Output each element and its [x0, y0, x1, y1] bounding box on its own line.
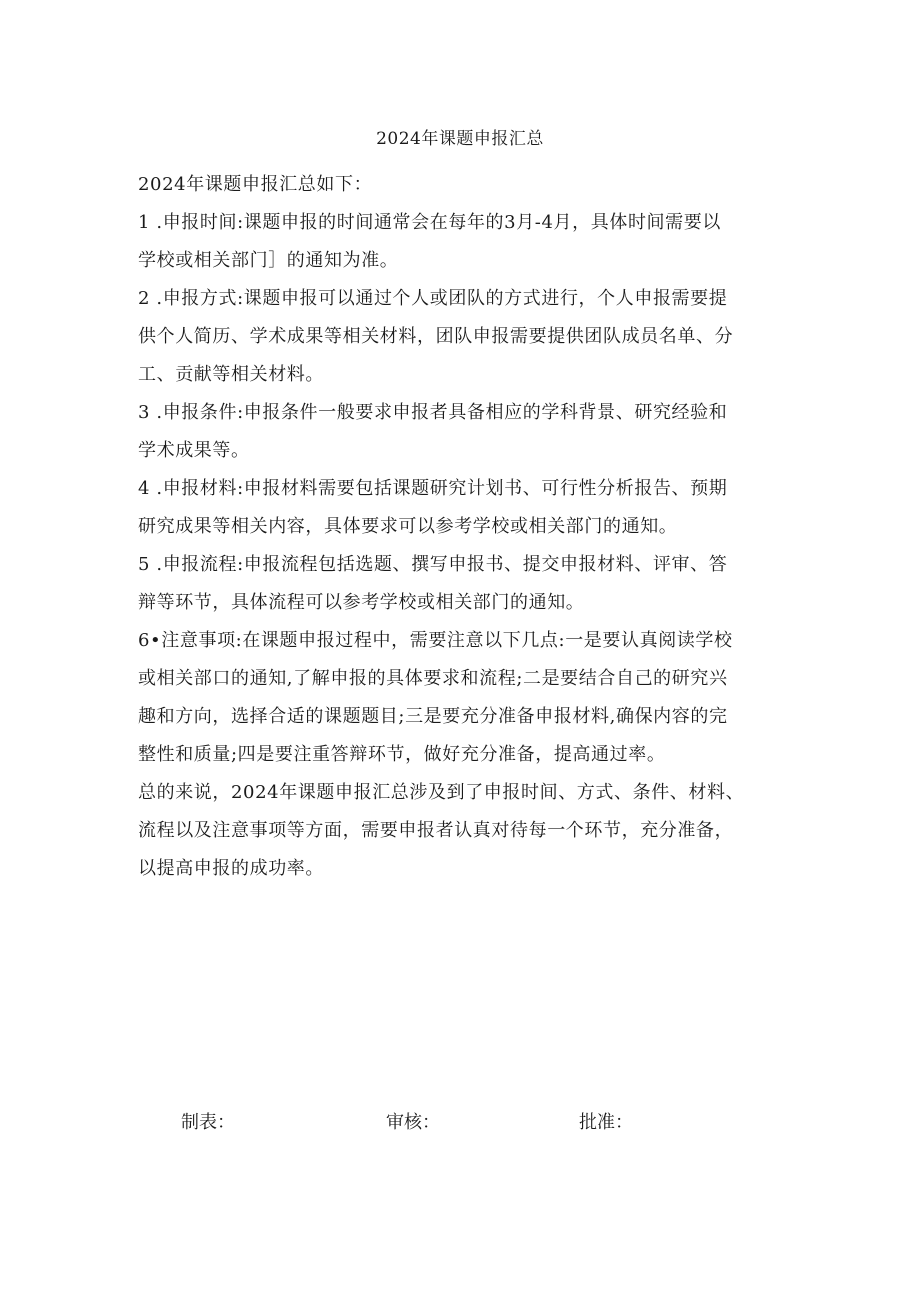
summary-line-1: 总的来说，2024年课题申报汇总涉及到了申报时间、方式、条件、材料、 [138, 782, 745, 803]
intro-line: 2024年课题申报汇总如下： [138, 174, 373, 195]
item-4-line-2: 研究成果等相关内容，具体要求可以参考学校或相关部门的通知。 [138, 516, 678, 537]
document-body [138, 166, 798, 888]
item-6-line-3: 趣和方向，选择合适的课题题目;三是要充分准备申报材料,确保内容的完 [138, 706, 728, 727]
signature-row [0, 1108, 920, 1138]
item-5-line-2: 辩等环节，具体流程可以参考学校或相关部门的通知。 [138, 592, 585, 613]
item-6-line-4: 整性和质量;四是要注重答辩环节，做好充分准备，提高通过率。 [138, 744, 666, 765]
summary-line-2: 流程以及注意事项等方面，需要申报者认真对待每一个环节，充分准备， [138, 820, 734, 841]
reviewed-by-label: 审核： [386, 1112, 440, 1133]
item-3-line-2: 学术成果等。 [138, 440, 250, 461]
item-1-line-1: 1 .申报时间:课题申报的时间通常会在每年的3月-4月，具体时间需要以 [138, 212, 721, 233]
approved-by-label: 批准： [579, 1112, 633, 1133]
summary-line-3: 以提高申报的成功率。 [138, 858, 324, 879]
item-3-line-1: 3 .申报条件:申报条件一般要求申报者具备相应的学科背景、研究经验和 [138, 402, 728, 423]
item-5-line-1: 5 .申报流程:申报流程包括选题、撰写申报书、提交申报材料、评审、答 [138, 554, 728, 575]
item-4-line-1: 4 .申报材料:申报材料需要包括课题研究计划书、可行性分析报告、预期 [138, 478, 728, 499]
document-title: 2024年课题申报汇总 [376, 129, 544, 149]
item-2-line-1: 2 .申报方式:课题申报可以通过个人或团队的方式进行，个人申报需要提 [138, 288, 728, 309]
item-2-line-3: 工、贡献等相关材料。 [138, 364, 324, 385]
item-1-line-2: 学校或相关部门］的通知为准。 [138, 250, 399, 271]
prepared-by-label: 制表： [181, 1112, 235, 1133]
item-2-line-2: 供个人简历、学术成果等相关材料，团队申报需要提供团队成员名单、分 [138, 326, 734, 347]
item-6-line-1: 6•注意事项:在课题申报过程中，需要注意以下几点:一是要认真阅读学校 [138, 630, 733, 651]
item-6-line-2: 或相关部口的通知,了解申报的具体要求和流程;二是要结合自己的研究兴 [138, 668, 728, 689]
